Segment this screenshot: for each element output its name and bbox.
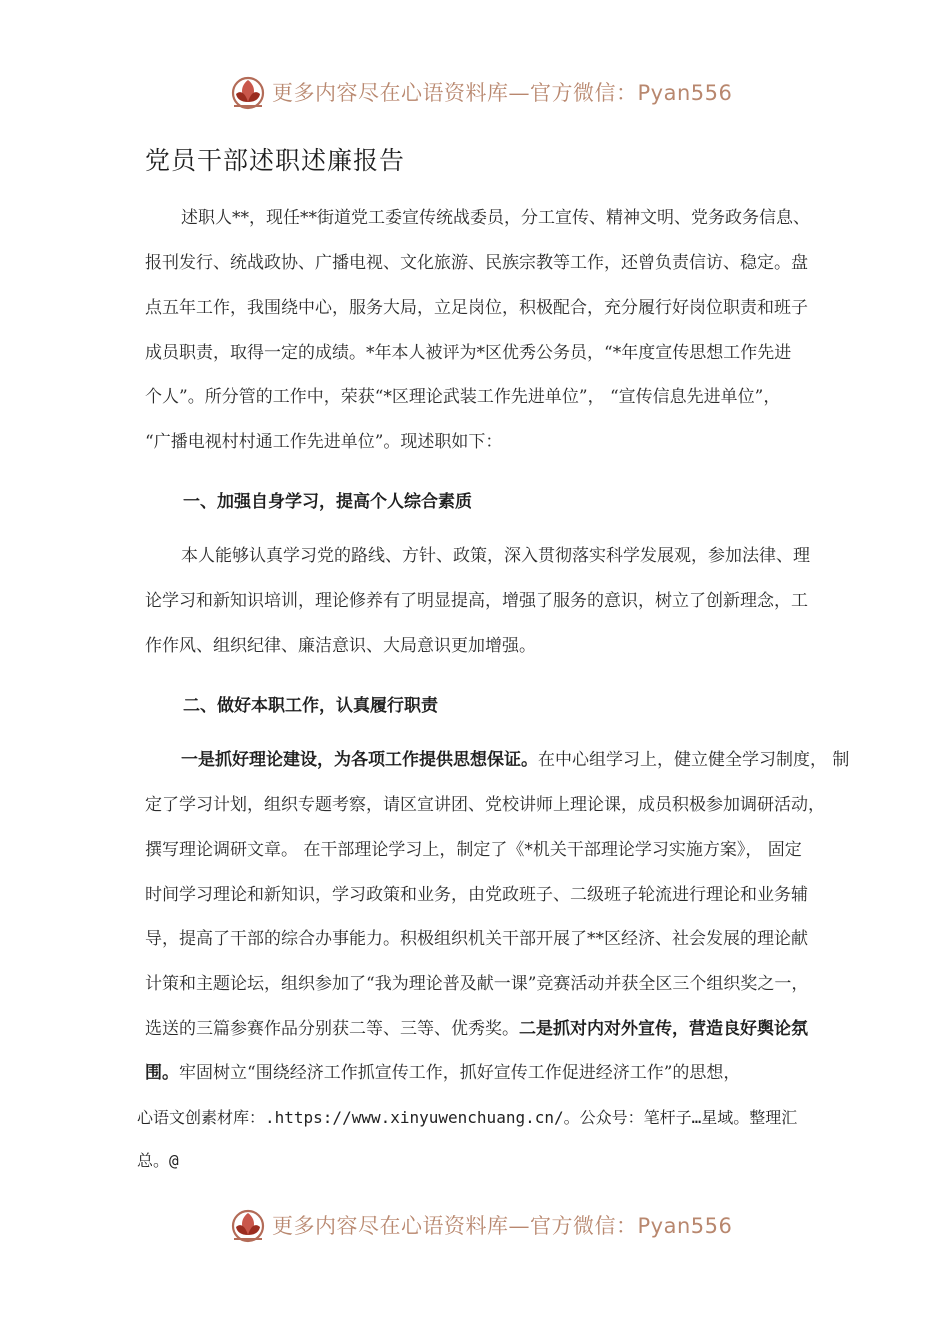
paragraph-line: 定了学习计划，组织专题考察，请区宣讲团、党校讲师上理论课，成员积极参加调研活动， [145,795,825,815]
paragraph-line: 点五年工作，我围绕中心，服务大局，立足岗位，积极配合，充分履行好岗位职责和班子 [145,298,808,318]
paragraph-line: 成员职责，取得一定的成绩。*年本人被评为*区优秀公务员，“*年度宣传思想工作先进 [145,343,792,363]
paragraph-line: 报刊发行、统战政协、广播电视、文化旅游、民族宗教等工作，还曾负责信访、稳定。盘 [145,253,808,273]
paragraph-line: 述职人**，现任**街道党工委宣传统战委员，分工宣传、精神文明、党务政务信息、 [181,208,810,228]
paragraph-line: 论学习和新知识培训，理论修养有了明显提高，增强了服务的意识，树立了创新理念，工 [145,591,808,611]
line-text: 在中心组学习上，健立健全学习制度， 制 [538,750,850,770]
source-note: 总。@ [137,1151,179,1170]
lotus-logo-icon [228,1205,268,1245]
section-heading: 二、做好本职工作，认真履行职责 [183,696,438,716]
paragraph-line: 计策和主题论坛，组织参加了“我为理论普及献一课”竞赛活动并获全区三个组织奖之一， [145,974,809,994]
paragraph-line: 导，提高了干部的综合办事能力。积极组织机关干部开展了**区经济、社会发展的理论献 [145,929,808,949]
paragraph-line: 本人能够认真学习党的路线、方针、政策，深入贯彻落实科学发展观，参加法律、理 [181,546,810,566]
paragraph-line: 时间学习理论和新知识，学习政策和业务，由党政班子、二级班子轮流进行理论和业务辅 [145,885,808,905]
bold-lead: 二是抓对内对外宣传，营造良好舆论氛 [519,1019,808,1039]
paragraph-line: 撰写理论调研文章。 在干部理论学习上，制定了《*机关干部理论学习实施方案》， 固定 [145,840,802,860]
document-title: 党员干部述职述廉报告 [145,146,406,175]
paragraph-line [145,1017,808,1041]
line-text: 选送的三篇参赛作品分别获二等、三等、优秀奖。 [145,1019,519,1039]
paragraph-line: 作作风、组织纪律、廉洁意识、大局意识更加增强。 [145,636,536,656]
bold-lead: 围。 [145,1063,179,1083]
banner-wechat-id: Pyan556 [637,1214,733,1238]
section-heading: 一、加强自身学习，提高个人综合素质 [183,492,472,512]
paragraph-line: 个人”。所分管的工作中，荣获“*区理论武装工作先进单位”， “宣传信息先进单位”， [145,387,781,407]
header-banner [228,70,733,114]
banner-wechat-id: Pyan556 [637,81,733,105]
banner-text: 更多内容尽在心语资料库—官方微信： [272,81,638,105]
line-text: 牢固树立“围绕经济工作抓宣传工作，抓好宣传工作促进经济工作”的思想， [179,1063,741,1083]
bold-lead: 一是抓好理论建设，为各项工作提供思想保证。 [181,750,538,770]
paragraph-line [181,748,849,772]
source-note: 心语文创素材库：.https://www.xinyuwenchuang.cn/。公众号：笔杆子…星域。整理汇 [137,1108,798,1127]
paragraph-line: “广播电视村村通工作先进单位”。现述职如下： [145,432,503,452]
lotus-logo-icon [228,72,268,112]
paragraph-line [145,1061,740,1085]
banner-text: 更多内容尽在心语资料库—官方微信： [272,1214,638,1238]
footer-banner [228,1203,733,1247]
